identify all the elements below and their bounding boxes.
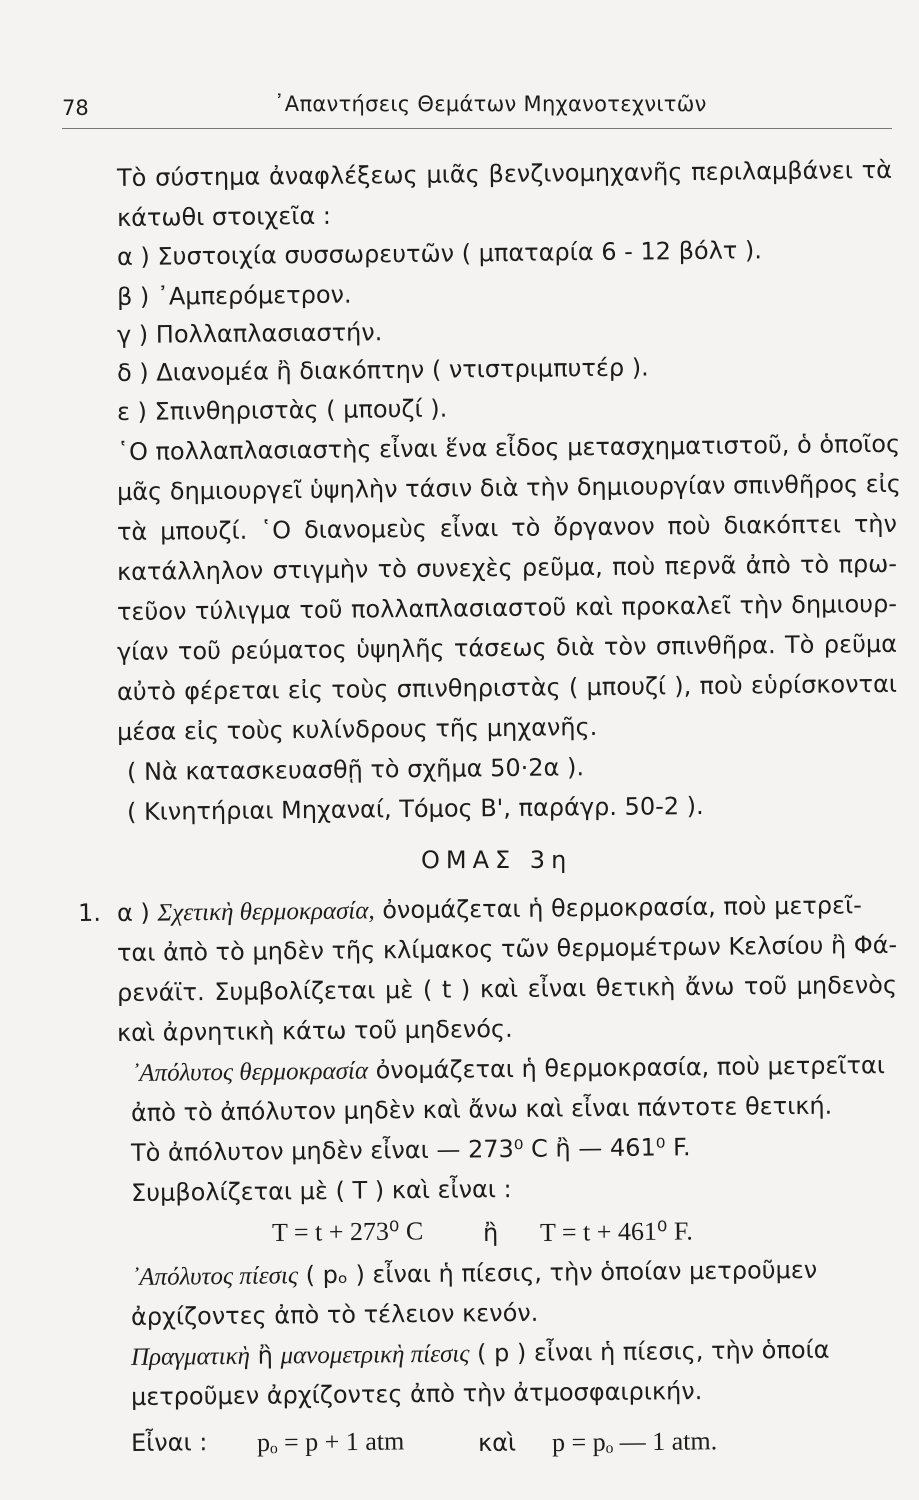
paragraph-line: ἀπὸ τὸ ἀπόλυτον μηδὲν καὶ ἄνω καὶ εἶναι πάντοτε θετική. <box>130 1091 833 1127</box>
list-item-c: γ ) Πολλαπλασιαστήν. <box>116 318 383 349</box>
equation-and: καὶ <box>477 1428 517 1457</box>
paragraph-line: μετροῦμεν ἀρχίζοντες ἀπὸ τὴν ἀτμοσφαιρικήν. <box>130 1377 703 1411</box>
term-absolute-pressure: ᾽Απόλυτος πίεσις <box>130 1262 299 1291</box>
paragraph-line: γίαν τοῦ ρεύματος ὑψηλῆς τάσεως διὰ τὸν σπινθῆρα. Τὸ ρεῦμα <box>116 629 898 666</box>
item-number: 1. <box>77 898 102 927</box>
equation-absolute-pressure: pₒ = p + 1 atm <box>256 1426 405 1457</box>
running-title: ᾽Απαντήσεις Θεμάτων Μηχανοτεχνιτῶν <box>274 92 707 116</box>
equation-gauge-pressure: p = pₒ — 1 atm. <box>551 1426 718 1457</box>
paragraph-line: κατάλληλον στιγμὴν τὸ συνεχὲς ρεῦμα, ποὺ περνᾶ ἀπὸ τὸ πρω- <box>116 549 898 586</box>
paragraph-line: καὶ ἀρνητικὴ κάτω τοῦ μηδενός. <box>116 1014 513 1047</box>
paragraph-line: ται ἀπὸ τὸ μηδὲν τῆς κλίμακος τῶν θερμομέτρων Κελσίου ἢ Φά- <box>116 930 898 967</box>
paragraph-line: τὰ μπουζί. ῾Ο διανομεὺς εἶναι τὸ ὄργανον ποὺ διακόπτει τὴν <box>116 509 898 546</box>
definition-absolute-temperature <box>131 1050 901 1089</box>
paragraph-line: αὐτὸ φέρεται εἰς τοὺς σπινθηριστὰς ( μπουζί ), ποὺ εὑρίσκονται <box>116 669 898 706</box>
item-label: α ) <box>116 898 150 927</box>
term-relative-temperature: Σχετικὴ θερμοκρασία, <box>157 897 375 927</box>
term-real-pressure: Πραγματικὴ <box>130 1342 251 1371</box>
figure-reference: ( Νὰ κατασκευασθῇ τὸ σχῆμα 50·2α ). <box>126 753 585 786</box>
list-item-b: β ) ᾽Αμπερόμετρον. <box>116 280 352 311</box>
intro-line-2: κάτωθι στοιχεῖα : <box>116 201 332 232</box>
definition-relative-temperature <box>117 890 897 929</box>
definition-text: ( p ) εἶναι ἡ πίεσις, τὴν ὁποία <box>476 1335 830 1368</box>
term-gauge-pressure: μανομετρικὴ πίεσις <box>280 1340 470 1370</box>
formula-or: ἢ <box>482 1218 499 1247</box>
definition-absolute-pressure <box>131 1254 901 1293</box>
definition-text: ὀνομάζεται ἡ θερμοκρασία, ποὺ μετρεῖται <box>375 1051 886 1085</box>
page-header <box>62 92 892 132</box>
paragraph-line: ῾Ο πολλαπλασιαστὴς εἶναι ἕνα εἶδος μετασχηματιστοῦ, ὁ ὁποῖος <box>116 429 901 466</box>
book-reference: ( Κινητήριαι Μηχαναί, Τόμος Β', παράγρ. 50-2 ). <box>126 791 704 826</box>
intro-line-1: Τὸ σύστημα ἀναφλέξεως μιᾶς βενζινομηχανῆς περιλαμβάνει τὰ <box>116 155 893 192</box>
definition-text: ( pₒ ) εἶναι ἡ πίεσις, τὴν ὁποίαν μετροῦμεν <box>305 1255 818 1290</box>
definition-text: ὀνομάζεται ἡ θερμοκρασία, ποὺ μετρεῖ- <box>382 891 862 925</box>
equation-label: Εἶναι : <box>130 1428 208 1457</box>
formula-fahrenheit: T = t + 461⁰ F. <box>539 1216 693 1247</box>
formula-celsius: T = t + 273⁰ C <box>271 1216 424 1247</box>
absolute-zero-line: Τὸ ἀπόλυτον μηδὲν εἶναι — 273⁰ C ἢ — 461⁰ F. <box>130 1133 691 1167</box>
header-rule <box>62 128 892 129</box>
definition-gauge-pressure <box>131 1334 906 1373</box>
group-heading: ΟΜΑΣ 3η <box>421 846 573 874</box>
paragraph-line: τεῦον τύλιγμα τοῦ πολλαπλασιαστοῦ καὶ προκαλεῖ τὴν δημιουρ- <box>116 589 898 626</box>
paragraph-line: ρενάϊτ. Συμβολίζεται μὲ ( t ) καὶ εἶναι θετικὴ ἄνω τοῦ μηδενὸς <box>116 970 898 1007</box>
paragraph-line: ἀρχίζοντες ἀπὸ τὸ τέλειον κενόν. <box>130 1298 539 1331</box>
conjunction: ἢ <box>257 1341 273 1370</box>
list-item-e: ε ) Σπινθηριστὰς ( μπουζί ). <box>116 394 448 426</box>
paragraph-line: μᾶς δημιουργεῖ ὑψηλὴν τάσιν διὰ τὴν δημιουργίαν σπινθῆρος εἰς <box>116 469 902 506</box>
paragraph-line: Συμβολίζεται μὲ ( T ) καὶ εἶναι : <box>130 1175 512 1207</box>
list-item-d: δ ) Διανομέα ἢ διακόπτην ( ντιστριμπυτέρ ). <box>116 353 649 387</box>
list-item-a: α ) Συστοιχία συσσωρευτῶν ( μπαταρία 6 - 12 βόλτ ). <box>116 236 763 271</box>
term-absolute-temperature: ᾽Απόλυτος θερμοκρασία <box>130 1057 369 1087</box>
paragraph-line: μέσα εἰς τοὺς κυλίνδρους τῆς μηχανῆς. <box>116 712 598 746</box>
page-number: 78 <box>62 96 89 120</box>
